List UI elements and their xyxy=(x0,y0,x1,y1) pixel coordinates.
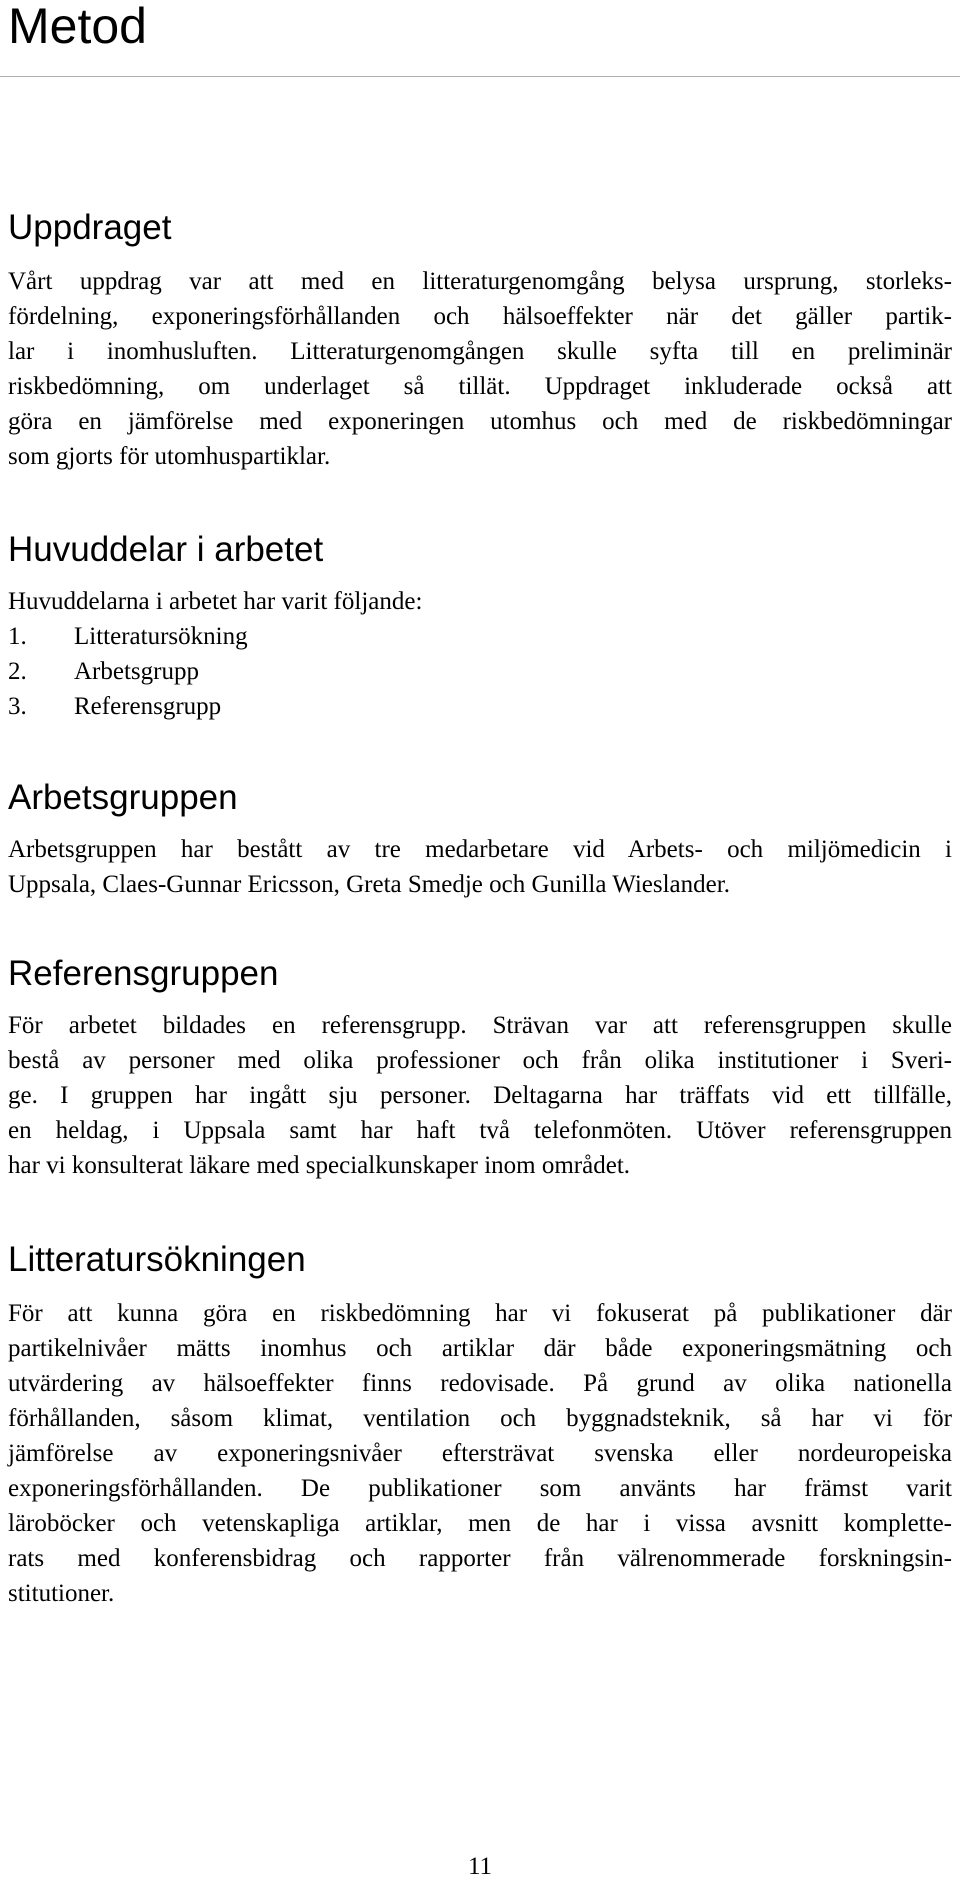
text-line: För att kunna göra en riskbedömning har vi fokuserat på publikationer där xyxy=(8,1300,952,1327)
heading-huvuddelar: Huvuddelar i arbetet xyxy=(8,530,324,569)
paragraph-uppdraget xyxy=(8,264,952,474)
text-line: göra en jämförelse med exponeringen utomhus och med de riskbedömningar xyxy=(8,408,952,435)
paragraph-referensgruppen xyxy=(8,1008,952,1183)
list-item xyxy=(8,654,248,689)
text-line: som gjorts för utomhuspartiklar. xyxy=(8,443,331,470)
list-item-number: 3. xyxy=(8,693,27,720)
text-line: lar i inomhusluften. Litteraturgenomgången skulle syfta till en preliminär xyxy=(8,338,952,365)
text-line: ge. I gruppen har ingått sju personer. Deltagarna har träffats vid ett tillfälle, xyxy=(8,1082,952,1109)
text-line: utvärdering av hälsoeffekter finns redovisade. På grund av olika nationella xyxy=(8,1370,952,1397)
text-line: en heldag, i Uppsala samt har haft två telefonmöten. Utöver referensgruppen xyxy=(8,1117,952,1144)
text-line: För arbetet bildades en referensgrupp. Strävan var att referensgruppen skulle xyxy=(8,1012,952,1039)
parts-list xyxy=(8,619,248,724)
text-line: bestå av personer med olika professioner och från olika institutioner i Sveri- xyxy=(8,1047,952,1074)
title-divider xyxy=(0,76,960,77)
text-line: Vårt uppdrag var att med en litteraturgenomgång belysa ursprung, storleks- xyxy=(8,268,952,295)
text-line: partikelnivåer mätts inomhus och artiklar där både exponeringsmätning och xyxy=(8,1335,952,1362)
list-item xyxy=(8,689,248,724)
text-line: jämförelse av exponeringsnivåer eftersträvat svenska eller nordeuropeiska xyxy=(8,1440,952,1467)
page-title: Metod xyxy=(8,0,147,54)
heading-referensgruppen: Referensgruppen xyxy=(8,954,279,993)
list-item-number: 2. xyxy=(8,658,27,685)
heading-arbetsgruppen: Arbetsgruppen xyxy=(8,778,238,817)
text-line: Uppsala, Claes-Gunnar Ericsson, Greta Smedje och Gunilla Wieslander. xyxy=(8,871,730,898)
text-line: riskbedömning, om underlaget så tillät. Uppdraget inkluderade också att xyxy=(8,373,952,400)
text-line: fördelning, exponeringsförhållanden och hälsoeffekter när det gäller partik- xyxy=(8,303,952,330)
heading-litteratursokningen: Litteratursökningen xyxy=(8,1240,306,1279)
list-item xyxy=(8,619,248,654)
text-line: har vi konsulterat läkare med specialkunskaper inom området. xyxy=(8,1152,631,1179)
list-item-text: Litteratursökning xyxy=(74,623,248,650)
paragraph-arbetsgruppen xyxy=(8,832,952,902)
page-number: 11 xyxy=(467,1853,493,1880)
text-line: stitutioner. xyxy=(8,1580,115,1607)
text-line: Arbetsgruppen har bestått av tre medarbetare vid Arbets- och miljömedicin i xyxy=(8,836,952,863)
heading-uppdraget: Uppdraget xyxy=(8,208,172,247)
text-line: exponeringsförhållanden. De publikationer som använts har främst varit xyxy=(8,1475,952,1502)
paragraph-litteratursokningen xyxy=(8,1296,952,1611)
text-line: rats med konferensbidrag och rapporter från välrenommerade forskningsin- xyxy=(8,1545,952,1572)
list-item-number: 1. xyxy=(8,623,27,650)
list-item-text: Referensgrupp xyxy=(74,693,222,720)
text-line: förhållanden, såsom klimat, ventilation och byggnadsteknik, så har vi för xyxy=(8,1405,952,1432)
text-line: läroböcker och vetenskapliga artiklar, men de har i vissa avsnitt komplette- xyxy=(8,1510,952,1537)
list-item-text: Arbetsgrupp xyxy=(74,658,199,685)
paragraph-huvuddelar-intro: Huvuddelarna i arbetet har varit följande: xyxy=(8,588,423,615)
